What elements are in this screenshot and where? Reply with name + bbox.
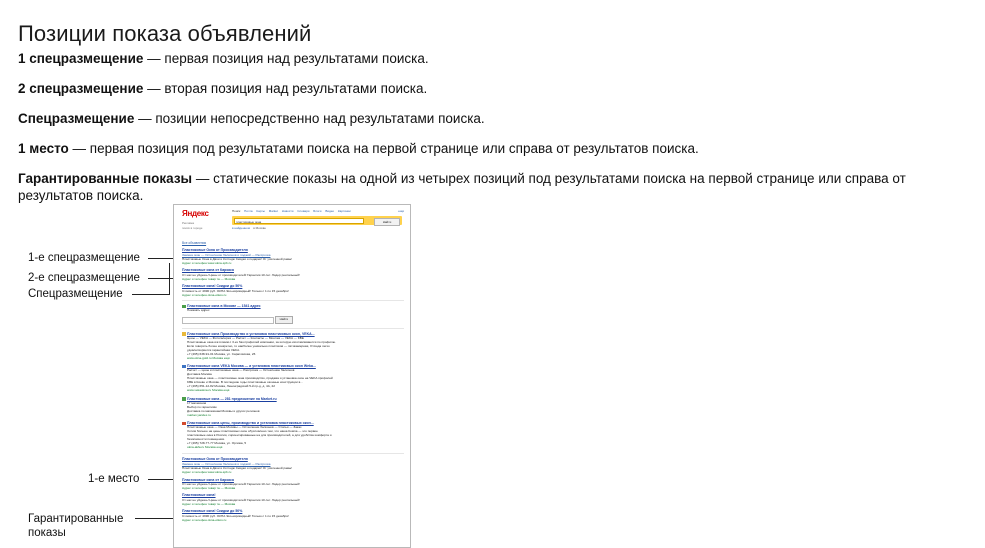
- yandex-logo-sub: Реклама: [182, 221, 195, 225]
- result-contact: +7 (495) 728-77-77 Москва, ул. Орлова, 5: [187, 441, 247, 446]
- definition-text: — вторая позиция над результатами поиска.: [143, 81, 428, 96]
- result-title[interactable]: Пластиковые окна — 281 предложение на Market.ru: [187, 396, 277, 401]
- yandex-logo: Яндекс: [182, 209, 209, 218]
- results-count-block: [182, 304, 404, 312]
- ad-guaranteed-1: [182, 457, 404, 474]
- definition-text: — первая позиция под результатами поиска на первой странице или справа от результатов поиска.: [68, 141, 699, 156]
- definition-term: 1 спецразмещение: [18, 51, 144, 66]
- ad-url[interactable]: Адрес и телефон okna-otkos.ru: [182, 518, 227, 523]
- ad-premium-3: [182, 284, 404, 297]
- ad-url[interactable]: Адрес и телефон товар та — Москва: [182, 486, 236, 491]
- ad-text: Стоимость от 4990 руб. ОКНА Эко-евровидный! Только с 1 по 15 декабря!: [182, 288, 289, 293]
- favicon-icon: [182, 397, 186, 401]
- ad-text: Стоимость от 4990 руб. ОКНА Эко-евровидный! Только с 1 по 15 декабря!: [182, 514, 289, 519]
- result-snippet: Хотим больше на цены пластиковых окон обусловлено тем, что наша Компа — это первое: [187, 429, 318, 434]
- organic-result: [182, 332, 404, 360]
- leader-line-3: [132, 294, 170, 295]
- search-region[interactable]: в Москве: [253, 226, 266, 230]
- annotation-label-3: Спецразмещение: [28, 288, 123, 300]
- result-snippet: Доставка Москва: [187, 372, 212, 377]
- annotation-label-1: 1-е спецразмещение: [28, 252, 140, 264]
- definition-item: [18, 140, 968, 157]
- map-search-row: [182, 316, 404, 324]
- ad-url[interactable]: Адрес и телефон www.okna-spb.ru: [182, 470, 232, 475]
- ad-guaranteed-4: [182, 509, 404, 522]
- result-snippet: удовлетворяется гарантийная VEKA.: [187, 348, 241, 353]
- definition-text: — статические показы на одной из четырех позиций под результатами поиска на первой странице или справа от результатов поиска.: [18, 171, 906, 203]
- definition-term: Гарантированные показы: [18, 171, 193, 186]
- search-button[interactable]: Найти: [374, 218, 400, 226]
- definition-text: — позиции непосредственно над результатами поиска.: [134, 111, 485, 126]
- leader-line-4: [148, 479, 174, 480]
- nav-item[interactable]: Новости: [281, 209, 294, 213]
- result-contact: +7 (495) 638-91-01 Москва, ул. Саратовская, 26: [187, 352, 256, 357]
- result-snippet: Пластиковые окна изготовим с 3-ех баз профилей компании, за которую изготавливаются по профилю.: [187, 340, 336, 345]
- ad-sitelinks[interactable]: Замена окон — Остекление балконов и лоджий — Рассрочка: [182, 252, 271, 257]
- nav-item[interactable]: Market: [268, 209, 278, 213]
- annotation-label-5: Гарантированные показы: [28, 513, 124, 539]
- all-ads-link[interactable]: Все объявления: [182, 241, 207, 245]
- ad-text: От нас не уйдешь! Цены от производителей! Гарантия 10 лет. Лидер рентальный!: [182, 273, 300, 278]
- ad-text: От нас не уйдешь! Цены от производителей! Гарантия 10 лет. Лидер рентальный!: [182, 482, 300, 487]
- organic-result: [182, 364, 404, 392]
- ad-url[interactable]: Адрес и телефон okna-otkos.ru: [182, 292, 227, 297]
- ad-title[interactable]: Пластиковые окна!: [182, 493, 216, 498]
- result-snippet: Пластиковые окна — пластиковые окна производство, продажа и установка окон на VEKA профилей: [187, 376, 333, 381]
- result-contact: +7 (495) 651-12-82 Москва, Ленинградский 5-й пр-д, д. 4А, 22: [187, 384, 275, 389]
- serp-top-nav[interactable]: [232, 209, 354, 213]
- nav-item[interactable]: Видео: [325, 209, 335, 213]
- serp-screenshot: [173, 204, 411, 548]
- result-url[interactable]: www.vekaokna.ru Москва ещё: [187, 388, 230, 393]
- ad-text: Пластиковые Окна в Дачи и Коттедж Скидки и подарки! От усиленной рамы!: [182, 466, 293, 471]
- annotation-label-2: 2-е спецразмещение: [28, 272, 140, 284]
- result-sitelinks[interactable]: Цены — VEKA — Фотогалерея — Расчет — Контакты — Монтаж — VEKA — KBE: [187, 336, 304, 341]
- favicon-icon: [182, 305, 186, 309]
- search-subline: [232, 226, 266, 230]
- ad-title[interactable]: Пластиковые Окна от Производителя: [182, 248, 248, 253]
- result-sitelinks[interactable]: Расчет — цены и пластиковые окна — Рассрочка — Остекление балконов: [187, 368, 295, 373]
- yandex-logo-sub2: поиск в городе: [182, 226, 203, 230]
- nav-item[interactable]: Поиск: [232, 209, 241, 213]
- nav-item[interactable]: Карты: [256, 209, 265, 213]
- ad-premium-1: [182, 248, 404, 265]
- divider: [182, 300, 404, 301]
- nav-item[interactable]: Словари: [297, 209, 310, 213]
- ad-url[interactable]: Адрес и телефон товар та — Москва: [182, 277, 236, 282]
- definition-term: 1 место: [18, 141, 69, 156]
- ad-text: Пластиковые Окна в Дачи и Коттедж Скидки и подарки! От усиленной рамы!: [182, 257, 293, 262]
- results-count-hint: Показать адрес: [187, 308, 210, 313]
- search-in-found-link[interactable]: в найденном: [232, 226, 250, 230]
- serp-header: [174, 205, 410, 235]
- result-title[interactable]: Пластиковые окна Производство и установка пластиковых окон, VEKA...: [187, 331, 315, 336]
- nav-more-link[interactable]: ещё: [398, 209, 404, 213]
- favicon-icon: [182, 365, 186, 369]
- definition-list: [18, 50, 968, 217]
- ad-title[interactable]: Пластиковые Окна от Производителя: [182, 457, 248, 462]
- nav-item[interactable]: Картинки: [337, 209, 351, 213]
- result-title[interactable]: Пластиковые окна VEKA Москва — и установка пластиковых окон Weka...: [187, 364, 316, 369]
- organic-result: [182, 421, 404, 449]
- result-snippet: Если говорить более конкретно, то наиболее уникально пластиков — пятикамерная, Отсюда легко: [187, 344, 330, 349]
- definition-item: [18, 80, 968, 97]
- divider: [182, 328, 404, 329]
- map-search-input[interactable]: [182, 317, 274, 324]
- search-input[interactable]: пластиковые окна: [234, 218, 364, 224]
- leader-line-5: [135, 518, 174, 519]
- result-snippet: Доставка по магазинам Москвы и других регионов: [187, 408, 260, 413]
- serp-frame: [173, 204, 411, 548]
- favicon-icon: [182, 422, 186, 426]
- ad-guaranteed-3: [182, 493, 404, 506]
- result-title[interactable]: Пластиковые окна цены, производство и установка пластиковых окон...: [187, 421, 314, 426]
- result-url[interactable]: okna-akfa.ru Москва ещё: [187, 445, 223, 450]
- ad-premium-2: [182, 268, 404, 281]
- ad-url[interactable]: Адрес и телефон товар та — Москва: [182, 502, 236, 507]
- results-count-title[interactable]: Пластиковые окна в Москве — 1541 адрес: [187, 304, 261, 309]
- definition-term: 2 спецразмещение: [18, 81, 144, 96]
- result-snippet: 17 магазинов: [187, 400, 207, 405]
- result-url[interactable]: market.yandex.ru: [187, 412, 211, 417]
- serp-results: [174, 237, 410, 547]
- ad-sitelinks[interactable]: Замена окон — Остекление балконов и лоджий — Рассрочка: [182, 462, 271, 467]
- result-url[interactable]: www.okna-gold.ru Москва ещё: [187, 356, 230, 361]
- definition-text: — первая позиция над результатами поиска.: [143, 51, 429, 66]
- organic-result: [182, 397, 404, 417]
- ad-title[interactable]: Пластиковые окна от Каркаса: [182, 268, 234, 273]
- definition-item: [18, 110, 968, 127]
- page-title: Позиции показа объявлений: [18, 20, 312, 46]
- nav-item[interactable]: Почта: [244, 209, 253, 213]
- search-bar: [232, 216, 402, 225]
- result-snippet: Выбор по гарантиям: [187, 404, 217, 409]
- ad-title[interactable]: Пластиковые окна! Скидки до 50%: [182, 284, 243, 289]
- ad-text: От нас не уйдешь! Цены от производителей! Гарантия 10 лет. Лидер рентальный!: [182, 498, 300, 503]
- ad-url[interactable]: Адрес и телефон www.okna-spb.ru: [182, 261, 232, 266]
- definition-item: [18, 50, 968, 67]
- ad-guaranteed-2: [182, 478, 404, 491]
- annotation-label-4: 1-е место: [88, 473, 140, 485]
- ad-title[interactable]: Пластиковые окна от Каркаса: [182, 477, 234, 482]
- definition-item: [18, 170, 968, 204]
- leader-stub-3: [169, 263, 170, 295]
- nav-item[interactable]: Блоги: [313, 209, 322, 213]
- definition-term: Спецразмещение: [18, 111, 135, 126]
- favicon-icon: [182, 332, 186, 336]
- ad-title[interactable]: Пластиковые окна! Скидки до 50%: [182, 509, 243, 514]
- divider: [182, 453, 404, 454]
- map-search-button[interactable]: Найти: [275, 316, 293, 324]
- result-snippet: KBE в Киеве и Москве. В последние годы пластиковые оконные конструкции в...: [187, 380, 303, 385]
- result-sitelinks[interactable]: Пластиковые окна — Окна Москвы — Остекление балконов — Статьи — Заказ: [187, 425, 302, 430]
- result-snippet: безопасности помещения.: [187, 437, 225, 442]
- result-snippet: пластиковые окна в России, сориентированные на для производителей, а для удобства комфорта и: [187, 433, 332, 438]
